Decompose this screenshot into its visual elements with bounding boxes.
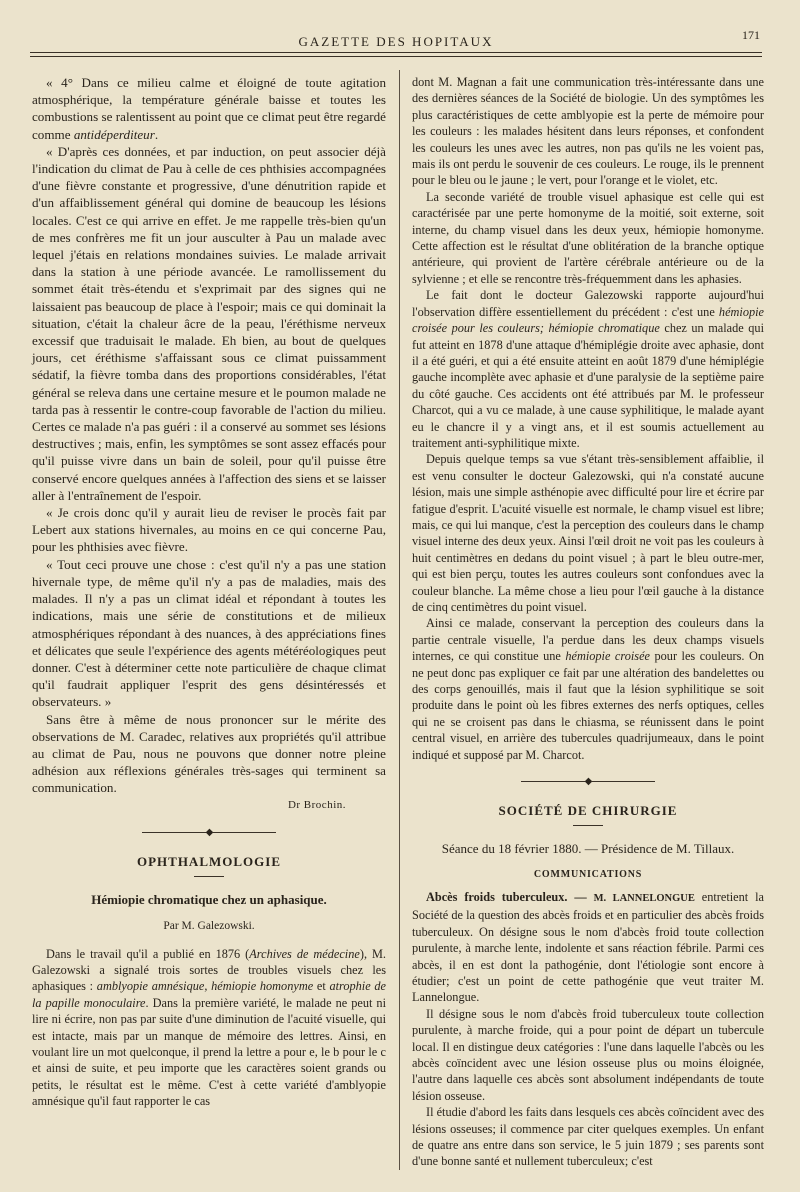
section-heading: OPHTHALMOLOGIE [136, 853, 281, 869]
text-run: . [154, 126, 159, 142]
page-number: 171 [742, 28, 760, 42]
signature: Dr Brochin. [287, 798, 346, 811]
italic-run: antidéperditeur [73, 126, 155, 142]
italic-run: hémiopie croisée [565, 649, 650, 664]
paragraph [412, 287, 764, 451]
header-rule [30, 56, 762, 57]
text-run: entretient la Société de la question des abcès froids et en particulier des abcès froids tuberculeux. On désigne sous le nom d'abcès froid toute collection purulente, à marche lente, indolente et sans réaction fébrile. Parmi ces abcès, il en est dont la pathogénie, dont l'étiologie sont encore à étudier; c'est un point de cette pathogénie que veut traiter M. Lannelongue. [412, 889, 764, 1005]
paragraph: Depuis quelque temps sa vue s'étant très-sensiblement affaiblie, il est venu consulter le docteur Galezowski, qui n'a constaté aucune lésion, mais une simple asthénopie avec difficulté pour lire et écrire par fatigue d'esprit. L'acuité visuelle est normale, le champ visuel est libre; mais, ce qui lui manque, c'est la perception des couleurs dans le champ visuel interne des deux yeux. Ainsi l'œil droit ne voit pas les couleurs à huit centimètres en dedans du point visuel ; à part le bleu outre-mer, qui est bien perçu, toutes les autres couleurs sont confondues avec la couleur blanche. La même chose a lieu pour l'œil gauche à la distance de cinq centimètres du point visuel. [412, 452, 764, 614]
paragraph: Sans être à même de nous prononcer sur le mérite des observations de M. Caradec, relatives aux propriétés qu'il attribue au climat de Pau, nous ne pouvons que donner notre pleine adhésion aux réflexions générales très-sages qui terminent sa communication. [32, 711, 386, 796]
seance-line: Séance du 18 février 1880. — Présidence de M. Tillaux. [441, 841, 735, 857]
signature-row [32, 797, 386, 814]
paragraph: dont M. Magnan a fait une communication très-intéressante dans une des dernières séances de la Société de biologie. Un des symptômes les plus caractéristiques de cette amblyopie est la perte de mémoire pour les couleurs : les malades hésitent dans leurs réponses, et confondent les couleurs les unes avec les autres, non pas qu'ils ne les voient pas, mais ils ont perdu le souvenir de ces couleurs. Le rouge, ils le prennent pour le bleu ou le jaune ; le vert, pour l'orange et le violet, etc. [412, 75, 764, 188]
run-in-heading: Abcès froids tuberculeux. — [426, 889, 587, 904]
short-rule [573, 825, 603, 826]
left-column [32, 74, 386, 1110]
column-divider [399, 70, 400, 1170]
text-run: Dans le travail qu'il a publié en 1876 ( [46, 946, 250, 961]
right-column [412, 74, 764, 1170]
subheading: COMMUNICATIONS [533, 868, 643, 880]
text-run: pour les couleurs. On ne peut donc pas expliquer ce fait par une altération des bandelettes ou des corps genouillés, mais il faut que la lésion syphilitique se soit produite dans le point où les fibres externes des nerfs optiques, celles qui ne se croisent pas dans le chiasma, se réunissent dans le point central visuel, en arrière des tubercules quadrijumeaux, dans le point indiqué et supposé par M. Charcot. [412, 649, 764, 762]
section-heading: SOCIÉTÉ DE CHIRURGIE [498, 803, 678, 819]
italic-run: hémiopie croisée pour les couleurs; hémiopie chromatique [412, 304, 764, 336]
italic-run: Archives de médecine [249, 946, 360, 961]
paragraph: « Je crois donc qu'il y aurait lieu de reviser le procès fait par Lebert aux stations hivernales, au moins en ce qui concerne Pau, pour les phthisies avec fièvre. [32, 505, 386, 555]
paragraph [32, 946, 386, 1110]
italic-run: amblyopie amnésique, hémiopie homonyme [96, 979, 314, 994]
page-header [30, 28, 762, 53]
journal-title: GAZETTE DES HOPITAUX [298, 34, 494, 49]
italic-run: atrophie de la papille monoculaire [32, 979, 386, 1010]
text-run: et [313, 979, 330, 994]
section-ornament: ◆ [32, 824, 386, 841]
speaker-name: M. LANNELONGUE [593, 892, 695, 904]
text-run: chez un malade qui fut atteint en 1878 d'une attaque d'hémiplégie droite avec aphasie, dont il a été guéri, et qui a été ensuite atteint en août 1879 d'une hémiplégie gauche incomplète avec aphasie et d'une paralysie de la septième paire du côté gauche. Ces accidents ont été attribués par M. le professeur Charcot, qui a vu ce malade, à une cause syphilitique, le malade ayant eu le chancre il y a vingt ans, et il est soumis actuellement au traitement anti-syphilitique mixte. [412, 321, 764, 450]
paragraph [412, 889, 764, 1006]
paragraph: La seconde variété de trouble visuel aphasique est celle qui est caractérisée par une perte homonyme de la moitié, soit externe, soit interne, du champ visuel dans les deux yeux, hémiopie homonyme. Cette affection est le résultat d'une oblitération de la branche optique antérieure, qui provient de l'artère cérébrale antérieure ou de la sylvienne ; et elle se rencontre très-fréquemment dans les aphasies. [412, 189, 764, 286]
article-title: Hémiopie chromatique chez un aphasique. [91, 892, 327, 908]
paragraph [32, 74, 386, 143]
text-run: « 4° Dans ce milieu calme et éloigné de toute agitation atmosphérique, la température générale baisse et toutes les combustions se ralentissent au point que ce climat peut être regardé comme [32, 75, 386, 142]
short-rule [194, 876, 224, 877]
paragraph [412, 615, 764, 763]
text-run: Le fait dont le docteur Galezowski rapporte aujourd'hui l'observation diffère essentiellement du précédent : c'est une [412, 288, 764, 319]
paragraph: « Tout ceci prouve une chose : c'est qu'il n'y a pas une station hivernale type, de même qu'il n'y a pas de maladies, mais des malades. Il n'y a pas un climat idéal et répondant à toutes les indications, mais une série de constitutions et de milieux atmosphériques répondant à des nuances, à des appréciations fines et délicates que seule l'expérience des agents météréologiques peut donner. C'est à déterminer cette note particulière de chaque climat qu'il faudrait appliquer l'esprit des gens désintéressés et observateurs. » [32, 556, 386, 710]
byline: Par M. Galezowski. [163, 920, 255, 933]
text-run: . Dans la première variété, le malade ne peut ni lire ni écrire, non pas par suite d'une diminution de l'acuité visuelle, qui est intacte, mais par un manque de mémoire des lettres. Ainsi, en voulant lire un mot quelconque, il prend la lettre a pour e, le b pour le c et ainsi de suite, et peu importe que les caractères soient grands ou petits, le résultat est le même. C'est à cette variété d'amblyopie amnésique qu'il faut rapporter le cas [32, 995, 386, 1109]
text-run: Ainsi ce malade, conservant la perception des couleurs dans la partie centrale visuelle, l'a perdue dans les deux champs visuels internes, ce qui constitue une [412, 616, 764, 664]
paragraph: « D'après ces données, et par induction, on peut associer déjà l'indication du climat de Pau à celle de ces phthisies accompagnées d'une fièvre constante et progressive, d'une dénutrition rapide et d'un affaiblissement général qui domine de beaucoup les lésions locales. C'est ce qui arrive en effet. Je me rappelle très-bien qu'un de mes confrères me fit un jour ausculter à Pau un malade avec lequel j'étais en relations mondaines suivies. Le malade arrivait dans la station à une période avancée. Le ramollissement du sommet était très-étendu et s'exprimait par des signes qui ne laissaient pas beaucoup de place à l'espoir; mais ce qui dominait la situation, c'était la chaleur âcre de la peau, l'éréthisme nerveux excessif que traduisait le malade. Eh bien, au bout de quelques jours, cet éréthisme s'affaissant sous ce climat puissamment sédatif, la fièvre tomba dans des proportions considérables, l'état général se releva dans une certaine mesure et le poumon malade ne tarda pas à ressentir le contre-coup favorable de l'action du milieu. Certes ce malade n'a pas guéri : il a conservé au sommet ses lésions destructives ; mais, enfin, les symptômes se sont assez effacés pour qu'il puisse vivre dans un bain de soleil, pour qu'il puisse être conservé encore quelques années à l'affection des siens et se laisser aller à l'entraînement de l'espoir. [32, 143, 386, 503]
text-run: ), M. Galezowski a signalé trois sortes de troubles visuels chez les aphasiques : [32, 946, 387, 994]
paragraph: Il étudie d'abord les faits dans lesquels ces abcès coïncident avec des lésions osseuses; il commence par citer quelques exemples. Un enfant de quatre ans entre dans son service, le 5 juin 1879 ; ses parents sont d'une bonne santé et nullement tuberculeux; c'est [412, 1105, 764, 1169]
paragraph: Il désigne sous le nom d'abcès froid tuberculeux toute collection purulente, à marche froide, qui a pour point de départ un tubercule local. Il en distingue deux catégories : l'une dans laquelle l'abcès ou les abcès coïncident avec une lésion osseuse plus ou moins éloignée, l'autre dans laquelle ces abcès sont absolument indépendants de toute lésion osseuse. [412, 1006, 764, 1103]
section-ornament: ◆ [412, 773, 764, 790]
